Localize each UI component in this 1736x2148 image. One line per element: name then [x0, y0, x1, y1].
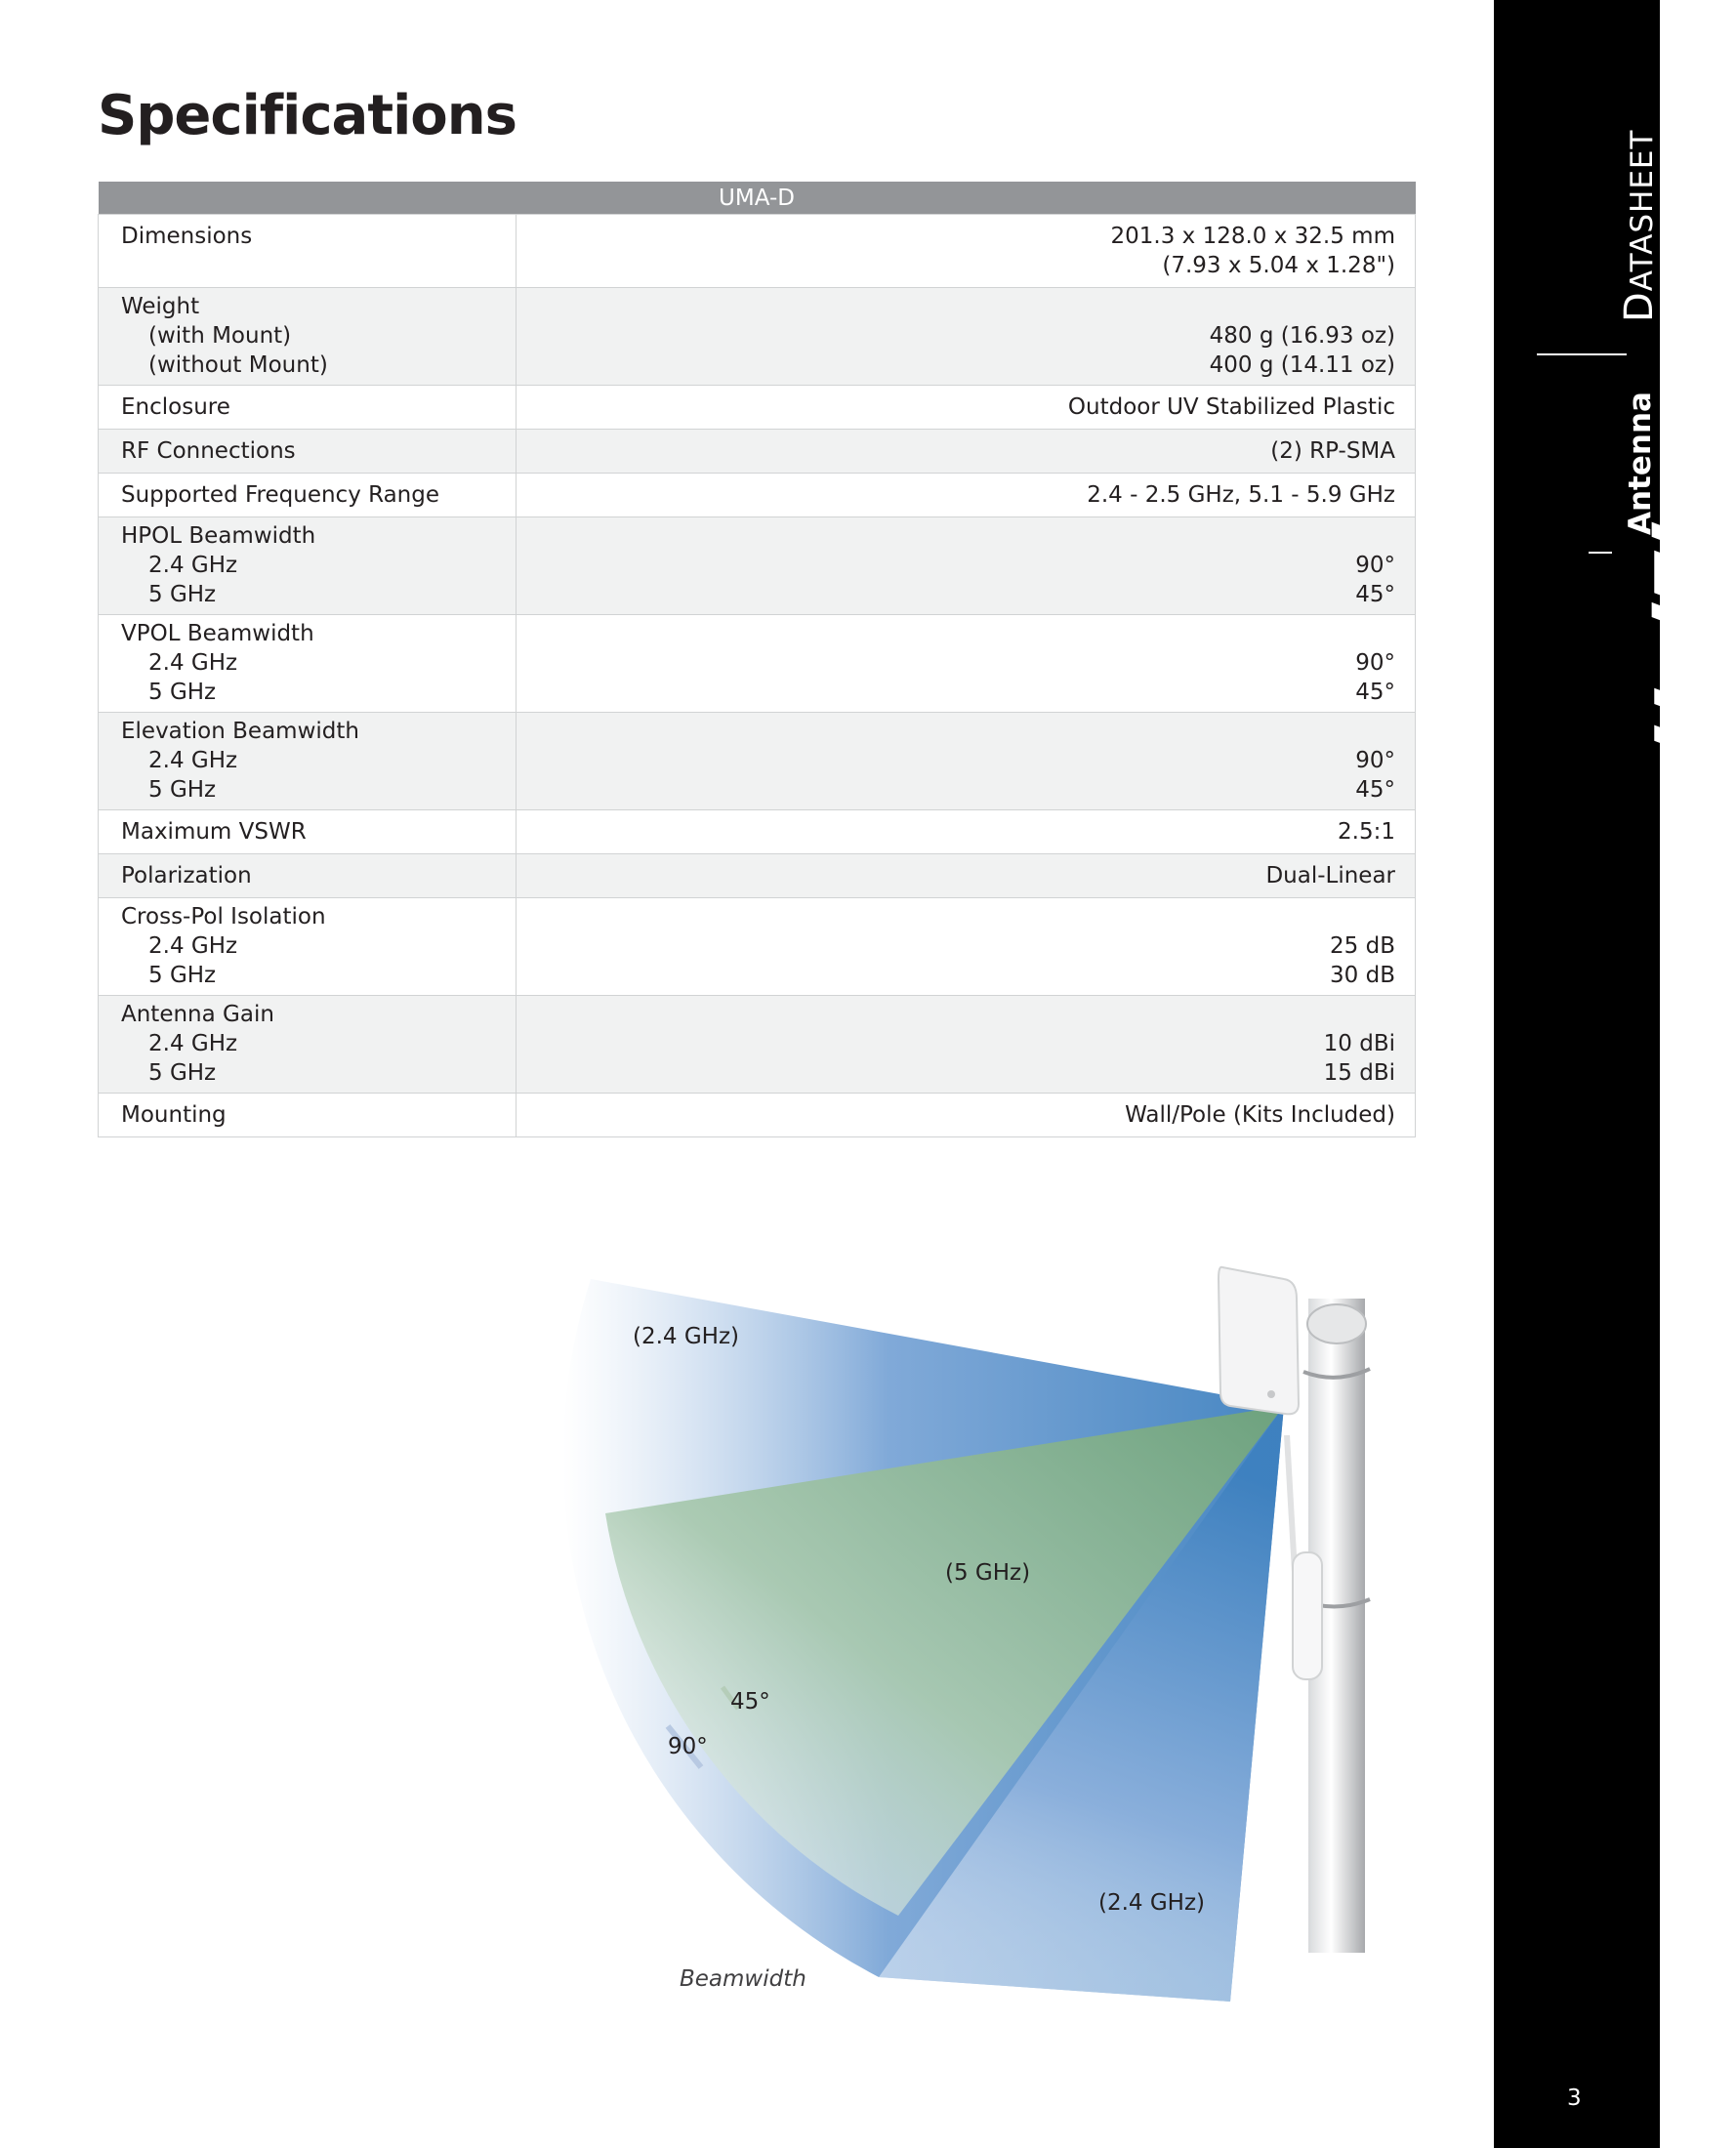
- row-label: [99, 898, 517, 996]
- row-label: Dimensions: [99, 215, 517, 288]
- label-main: Antenna Gain: [121, 1002, 274, 1027]
- table-row: [99, 854, 1416, 898]
- row-value: [517, 215, 1416, 288]
- row-label: [99, 288, 517, 386]
- value-line: 10 dBi: [1323, 1031, 1395, 1056]
- antenna-led: [1267, 1390, 1275, 1398]
- row-label: [99, 996, 517, 1094]
- label-main: VPOL Beamwidth: [121, 621, 314, 646]
- ap-cable: [1287, 1435, 1295, 1572]
- row-value: [517, 615, 1416, 713]
- sidebar-divider: [1537, 353, 1627, 355]
- table-header: UMA-D: [99, 182, 1416, 215]
- table-row: [99, 474, 1416, 517]
- row-value: 2.4 - 2.5 GHz, 5.1 - 5.9 GHz: [517, 474, 1416, 517]
- label-90-degrees: 90°: [668, 1734, 708, 1759]
- value-line: (7.93 x 5.04 x 1.28"): [1162, 253, 1395, 278]
- value-line: 45°: [1355, 680, 1395, 705]
- row-value: Wall/Pole (Kits Included): [517, 1094, 1416, 1137]
- label-5ghz: (5 GHz): [945, 1560, 1031, 1586]
- label-main: Elevation Beamwidth: [121, 719, 359, 744]
- label-sub: 5 GHz: [148, 963, 217, 988]
- table-row: [99, 517, 1416, 615]
- specifications-table: [98, 182, 1416, 1137]
- value-line: 90°: [1355, 553, 1395, 578]
- page-number: 3: [1567, 2086, 1582, 2111]
- table-row: [99, 288, 1416, 386]
- label-24ghz-bottom: (2.4 GHz): [1098, 1890, 1206, 1916]
- value-line: 400 g (14.11 oz): [1209, 352, 1395, 378]
- sidebar: [1494, 0, 1660, 2148]
- label-sub: 5 GHz: [148, 777, 217, 803]
- row-value: Dual-Linear: [517, 854, 1416, 898]
- value-line: 90°: [1355, 650, 1395, 676]
- label-45-degrees: 45°: [730, 1689, 770, 1714]
- antenna-panel: [1219, 1267, 1299, 1415]
- row-label: Supported Frequency Range: [99, 474, 517, 517]
- row-value: 2.5:1: [517, 810, 1416, 854]
- row-value: [517, 996, 1416, 1094]
- page-title: Specifications: [98, 84, 517, 147]
- value-line: 45°: [1355, 582, 1395, 607]
- label-sub: 2.4 GHz: [148, 748, 238, 773]
- label-sub: 5 GHz: [148, 1060, 217, 1086]
- table-row: [99, 810, 1416, 854]
- row-value: [517, 713, 1416, 810]
- label-main: Cross-Pol Isolation: [121, 904, 326, 929]
- diagram-caption: Beamwidth: [680, 1966, 806, 1992]
- value-line: 480 g (16.93 oz): [1209, 323, 1395, 349]
- table-row: [99, 386, 1416, 430]
- table-row: [99, 215, 1416, 288]
- table-row: [99, 615, 1416, 713]
- value-line: 90°: [1355, 748, 1395, 773]
- pole-top: [1307, 1304, 1366, 1343]
- value-line: 15 dBi: [1323, 1060, 1395, 1086]
- row-value: [517, 898, 1416, 996]
- label-sub: 5 GHz: [148, 582, 217, 607]
- table-row: [99, 430, 1416, 474]
- value-line: 30 dB: [1330, 963, 1395, 988]
- label-sub: (with Mount): [148, 323, 292, 349]
- row-value: [517, 517, 1416, 615]
- table-row: [99, 898, 1416, 996]
- row-value: [517, 288, 1416, 386]
- table-row: [99, 1094, 1416, 1137]
- row-label: [99, 615, 517, 713]
- label-sub: (without Mount): [148, 352, 328, 378]
- row-label: Mounting: [99, 1094, 517, 1137]
- label-sub: 5 GHz: [148, 680, 217, 705]
- beamwidth-illustration: [547, 1260, 1377, 2031]
- row-label: Polarization: [99, 854, 517, 898]
- label-main: HPOL Beamwidth: [121, 523, 316, 549]
- sidebar-separator: [1589, 552, 1612, 554]
- table-row: [99, 996, 1416, 1094]
- row-label: Maximum VSWR: [99, 810, 517, 854]
- access-point: [1293, 1552, 1322, 1679]
- unifi-logo: UniFi: [1638, 523, 1736, 769]
- row-value: (2) RP-SMA: [517, 430, 1416, 474]
- label-sub: 2.4 GHz: [148, 650, 238, 676]
- row-label: [99, 713, 517, 810]
- value-line: 25 dB: [1330, 933, 1395, 959]
- label-sub: 2.4 GHz: [148, 933, 238, 959]
- table-row: [99, 713, 1416, 810]
- row-label: RF Connections: [99, 430, 517, 474]
- label-main: Weight: [121, 294, 200, 319]
- product-category-label: Antenna: [1623, 392, 1658, 535]
- label-sub: 2.4 GHz: [148, 1031, 238, 1056]
- beamwidth-diagram: [547, 1260, 1377, 2031]
- value-line: 201.3 x 128.0 x 32.5 mm: [1110, 224, 1395, 249]
- label-24ghz-top: (2.4 GHz): [633, 1324, 740, 1349]
- row-value: Outdoor UV Stabilized Plastic: [517, 386, 1416, 430]
- document-type-label: DATASHEET: [1617, 129, 1662, 322]
- label-sub: 2.4 GHz: [148, 553, 238, 578]
- row-label: [99, 517, 517, 615]
- row-label: Enclosure: [99, 386, 517, 430]
- value-line: 45°: [1355, 777, 1395, 803]
